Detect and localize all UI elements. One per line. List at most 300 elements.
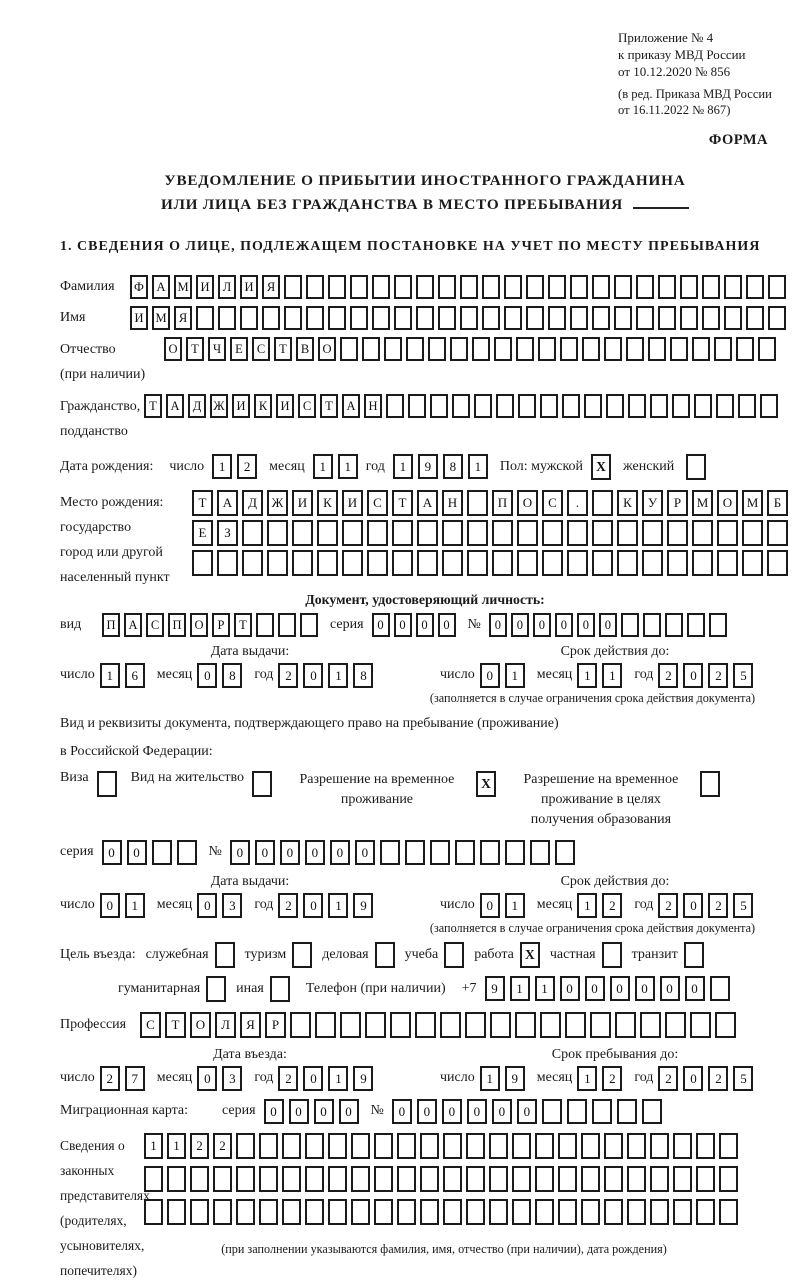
- char-cell[interactable]: 2: [658, 893, 678, 918]
- char-cell[interactable]: Е: [192, 520, 213, 546]
- char-cell[interactable]: 2: [278, 893, 298, 918]
- char-cell[interactable]: 0: [683, 663, 703, 688]
- char-cell[interactable]: [328, 306, 346, 330]
- char-cell[interactable]: [236, 1199, 255, 1225]
- char-cell[interactable]: [673, 1166, 692, 1192]
- char-cell[interactable]: А: [152, 275, 170, 299]
- char-cell[interactable]: [351, 1166, 370, 1192]
- char-cell[interactable]: П: [102, 613, 120, 637]
- char-cell[interactable]: П: [492, 490, 513, 516]
- entry-year-cells[interactable]: [278, 1066, 373, 1091]
- char-cell[interactable]: [420, 1133, 439, 1159]
- char-cell[interactable]: 2: [100, 1066, 120, 1091]
- char-cell[interactable]: [696, 1166, 715, 1192]
- char-cell[interactable]: [267, 550, 288, 576]
- char-cell[interactable]: [490, 1012, 511, 1038]
- char-cell[interactable]: 2: [278, 1066, 298, 1091]
- char-cell[interactable]: [760, 394, 778, 418]
- char-cell[interactable]: 0: [683, 1066, 703, 1091]
- char-cell[interactable]: 2: [602, 893, 622, 918]
- visa-checkbox[interactable]: [97, 771, 117, 797]
- char-cell[interactable]: [768, 306, 786, 330]
- char-cell[interactable]: [440, 1012, 461, 1038]
- char-cell[interactable]: [466, 1166, 485, 1192]
- char-cell[interactable]: [614, 275, 632, 299]
- doc-series-cells[interactable]: [372, 613, 456, 637]
- doc-valid-month-cells[interactable]: [577, 663, 622, 688]
- char-cell[interactable]: [526, 275, 544, 299]
- name-cells[interactable]: [130, 306, 786, 330]
- char-cell[interactable]: [292, 520, 313, 546]
- char-cell[interactable]: 1: [212, 454, 232, 479]
- char-cell[interactable]: [505, 840, 525, 865]
- char-cell[interactable]: [306, 306, 324, 330]
- char-cell[interactable]: [628, 394, 646, 418]
- char-cell[interactable]: [460, 275, 478, 299]
- char-cell[interactable]: [581, 1133, 600, 1159]
- char-cell[interactable]: [177, 840, 197, 865]
- char-cell[interactable]: Ж: [210, 394, 228, 418]
- char-cell[interactable]: [700, 771, 720, 797]
- char-cell[interactable]: [530, 840, 550, 865]
- entry-month-cells[interactable]: [197, 1066, 242, 1091]
- char-cell[interactable]: [367, 520, 388, 546]
- char-cell[interactable]: 0: [392, 1099, 412, 1124]
- char-cell[interactable]: [650, 1133, 669, 1159]
- guardians-cells-row1[interactable]: [144, 1133, 744, 1159]
- char-cell[interactable]: М: [692, 490, 713, 516]
- surname-cells[interactable]: [130, 275, 786, 299]
- char-cell[interactable]: 0: [577, 613, 595, 637]
- char-cell[interactable]: [658, 306, 676, 330]
- char-cell[interactable]: [213, 1199, 232, 1225]
- char-cell[interactable]: [535, 1133, 554, 1159]
- char-cell[interactable]: [282, 1166, 301, 1192]
- char-cell[interactable]: [417, 550, 438, 576]
- char-cell[interactable]: [362, 337, 380, 361]
- char-cell[interactable]: [328, 1166, 347, 1192]
- char-cell[interactable]: [617, 550, 638, 576]
- char-cell[interactable]: 0: [599, 613, 617, 637]
- char-cell[interactable]: А: [124, 613, 142, 637]
- char-cell[interactable]: [684, 942, 704, 968]
- char-cell[interactable]: [284, 306, 302, 330]
- char-cell[interactable]: [259, 1166, 278, 1192]
- char-cell[interactable]: [716, 394, 734, 418]
- char-cell[interactable]: 1: [393, 454, 413, 479]
- char-cell[interactable]: [690, 1012, 711, 1038]
- char-cell[interactable]: [512, 1133, 531, 1159]
- char-cell[interactable]: [517, 550, 538, 576]
- char-cell[interactable]: [489, 1133, 508, 1159]
- char-cell[interactable]: Т: [186, 337, 204, 361]
- char-cell[interactable]: [667, 520, 688, 546]
- char-cell[interactable]: С: [140, 1012, 161, 1038]
- char-cell[interactable]: [558, 1166, 577, 1192]
- char-cell[interactable]: [565, 1012, 586, 1038]
- char-cell[interactable]: [658, 275, 676, 299]
- char-cell[interactable]: 3: [222, 1066, 242, 1091]
- char-cell[interactable]: [416, 275, 434, 299]
- char-cell[interactable]: 5: [733, 663, 753, 688]
- char-cell[interactable]: С: [252, 337, 270, 361]
- purpose-other-checkbox[interactable]: [270, 976, 290, 1002]
- char-cell[interactable]: 9: [485, 976, 505, 1001]
- char-cell[interactable]: [218, 306, 236, 330]
- purpose-humanitarian-checkbox[interactable]: [206, 976, 226, 1002]
- char-cell[interactable]: И: [196, 275, 214, 299]
- char-cell[interactable]: Ж: [267, 490, 288, 516]
- char-cell[interactable]: И: [232, 394, 250, 418]
- char-cell[interactable]: [636, 306, 654, 330]
- char-cell[interactable]: [444, 942, 464, 968]
- char-cell[interactable]: [570, 306, 588, 330]
- char-cell[interactable]: 0: [635, 976, 655, 1001]
- char-cell[interactable]: [97, 771, 117, 797]
- char-cell[interactable]: X: [591, 454, 611, 480]
- char-cell[interactable]: 1: [505, 893, 525, 918]
- char-cell[interactable]: [406, 337, 424, 361]
- char-cell[interactable]: [758, 337, 776, 361]
- char-cell[interactable]: [709, 613, 727, 637]
- guardians-cells-row3[interactable]: [144, 1199, 744, 1225]
- char-cell[interactable]: [190, 1199, 209, 1225]
- char-cell[interactable]: [267, 520, 288, 546]
- char-cell[interactable]: [540, 394, 558, 418]
- char-cell[interactable]: [590, 1012, 611, 1038]
- char-cell[interactable]: [472, 337, 490, 361]
- char-cell[interactable]: [242, 550, 263, 576]
- char-cell[interactable]: Р: [667, 490, 688, 516]
- char-cell[interactable]: 0: [197, 1066, 217, 1091]
- char-cell[interactable]: [350, 306, 368, 330]
- char-cell[interactable]: [746, 275, 764, 299]
- char-cell[interactable]: [438, 275, 456, 299]
- char-cell[interactable]: [460, 306, 478, 330]
- birth-day-cells[interactable]: [212, 454, 257, 479]
- char-cell[interactable]: Т: [165, 1012, 186, 1038]
- char-cell[interactable]: [626, 337, 644, 361]
- char-cell[interactable]: [328, 275, 346, 299]
- char-cell[interactable]: 1: [167, 1133, 186, 1159]
- char-cell[interactable]: 0: [517, 1099, 537, 1124]
- char-cell[interactable]: [397, 1166, 416, 1192]
- char-cell[interactable]: [489, 1199, 508, 1225]
- char-cell[interactable]: [512, 1199, 531, 1225]
- char-cell[interactable]: 0: [480, 893, 500, 918]
- char-cell[interactable]: [673, 1199, 692, 1225]
- char-cell[interactable]: [717, 520, 738, 546]
- char-cell[interactable]: [592, 306, 610, 330]
- char-cell[interactable]: [562, 394, 580, 418]
- char-cell[interactable]: 0: [197, 893, 217, 918]
- char-cell[interactable]: 0: [102, 840, 122, 865]
- char-cell[interactable]: [305, 1199, 324, 1225]
- char-cell[interactable]: 9: [353, 893, 373, 918]
- char-cell[interactable]: [581, 1166, 600, 1192]
- char-cell[interactable]: [489, 1166, 508, 1192]
- char-cell[interactable]: [270, 976, 290, 1002]
- char-cell[interactable]: Т: [234, 613, 252, 637]
- char-cell[interactable]: [392, 520, 413, 546]
- char-cell[interactable]: К: [254, 394, 272, 418]
- char-cell[interactable]: [315, 1012, 336, 1038]
- char-cell[interactable]: 1: [510, 976, 530, 1001]
- char-cell[interactable]: 0: [339, 1099, 359, 1124]
- res-valid-day-cells[interactable]: [480, 893, 525, 918]
- char-cell[interactable]: [213, 1166, 232, 1192]
- char-cell[interactable]: [636, 275, 654, 299]
- char-cell[interactable]: [643, 613, 661, 637]
- char-cell[interactable]: [548, 306, 566, 330]
- char-cell[interactable]: [340, 337, 358, 361]
- char-cell[interactable]: [673, 1133, 692, 1159]
- char-cell[interactable]: [282, 1133, 301, 1159]
- char-cell[interactable]: 9: [505, 1066, 525, 1091]
- char-cell[interactable]: М: [174, 275, 192, 299]
- char-cell[interactable]: [466, 1199, 485, 1225]
- char-cell[interactable]: [438, 306, 456, 330]
- char-cell[interactable]: И: [130, 306, 148, 330]
- char-cell[interactable]: [719, 1199, 738, 1225]
- char-cell[interactable]: [152, 840, 172, 865]
- char-cell[interactable]: [380, 840, 400, 865]
- char-cell[interactable]: 0: [438, 613, 456, 637]
- char-cell[interactable]: 0: [255, 840, 275, 865]
- char-cell[interactable]: [606, 394, 624, 418]
- char-cell[interactable]: М: [742, 490, 763, 516]
- char-cell[interactable]: [584, 394, 602, 418]
- char-cell[interactable]: О: [517, 490, 538, 516]
- gender-female-checkbox[interactable]: [686, 454, 706, 480]
- char-cell[interactable]: [650, 394, 668, 418]
- char-cell[interactable]: 0: [610, 976, 630, 1001]
- char-cell[interactable]: [538, 337, 556, 361]
- char-cell[interactable]: И: [292, 490, 313, 516]
- char-cell[interactable]: [450, 337, 468, 361]
- res-issue-month-cells[interactable]: [197, 893, 242, 918]
- doc-issue-month-cells[interactable]: [197, 663, 242, 688]
- char-cell[interactable]: [417, 520, 438, 546]
- char-cell[interactable]: [504, 275, 522, 299]
- char-cell[interactable]: 2: [190, 1133, 209, 1159]
- char-cell[interactable]: [640, 1012, 661, 1038]
- char-cell[interactable]: [738, 394, 756, 418]
- char-cell[interactable]: 5: [733, 1066, 753, 1091]
- char-cell[interactable]: 0: [492, 1099, 512, 1124]
- char-cell[interactable]: [206, 976, 226, 1002]
- char-cell[interactable]: К: [617, 490, 638, 516]
- char-cell[interactable]: 0: [442, 1099, 462, 1124]
- doc-issue-day-cells[interactable]: [100, 663, 145, 688]
- char-cell[interactable]: 1: [100, 663, 120, 688]
- char-cell[interactable]: 1: [577, 893, 597, 918]
- char-cell[interactable]: 0: [100, 893, 120, 918]
- char-cell[interactable]: 0: [264, 1099, 284, 1124]
- char-cell[interactable]: [384, 337, 402, 361]
- char-cell[interactable]: [724, 306, 742, 330]
- char-cell[interactable]: [592, 1099, 612, 1124]
- char-cell[interactable]: Я: [262, 275, 280, 299]
- char-cell[interactable]: [284, 275, 302, 299]
- char-cell[interactable]: [328, 1199, 347, 1225]
- char-cell[interactable]: [442, 550, 463, 576]
- birthplace-cells-row1[interactable]: [192, 490, 788, 516]
- char-cell[interactable]: [719, 1133, 738, 1159]
- char-cell[interactable]: [259, 1133, 278, 1159]
- char-cell[interactable]: Н: [364, 394, 382, 418]
- char-cell[interactable]: 0: [511, 613, 529, 637]
- birthplace-cells-row2[interactable]: [192, 520, 788, 546]
- char-cell[interactable]: [504, 306, 522, 330]
- char-cell[interactable]: С: [542, 490, 563, 516]
- char-cell[interactable]: [305, 1166, 324, 1192]
- char-cell[interactable]: [217, 550, 238, 576]
- char-cell[interactable]: [710, 976, 730, 1001]
- purpose-official-checkbox[interactable]: [215, 942, 235, 968]
- char-cell[interactable]: [443, 1199, 462, 1225]
- char-cell[interactable]: [365, 1012, 386, 1038]
- char-cell[interactable]: [305, 1133, 324, 1159]
- char-cell[interactable]: [560, 337, 578, 361]
- char-cell[interactable]: [340, 1012, 361, 1038]
- char-cell[interactable]: [236, 1166, 255, 1192]
- char-cell[interactable]: [430, 840, 450, 865]
- char-cell[interactable]: [592, 490, 613, 516]
- char-cell[interactable]: [482, 275, 500, 299]
- char-cell[interactable]: [282, 1199, 301, 1225]
- char-cell[interactable]: 0: [417, 1099, 437, 1124]
- char-cell[interactable]: [374, 1199, 393, 1225]
- char-cell[interactable]: 0: [685, 976, 705, 1001]
- char-cell[interactable]: [443, 1133, 462, 1159]
- char-cell[interactable]: X: [520, 942, 540, 968]
- char-cell[interactable]: [665, 1012, 686, 1038]
- char-cell[interactable]: 2: [213, 1133, 232, 1159]
- char-cell[interactable]: 1: [505, 663, 525, 688]
- char-cell[interactable]: [515, 1012, 536, 1038]
- char-cell[interactable]: [614, 306, 632, 330]
- char-cell[interactable]: [767, 520, 788, 546]
- doc-type-cells[interactable]: [102, 613, 318, 637]
- phone-cells[interactable]: [485, 976, 730, 1001]
- char-cell[interactable]: [292, 942, 312, 968]
- char-cell[interactable]: [680, 306, 698, 330]
- char-cell[interactable]: [768, 275, 786, 299]
- char-cell[interactable]: [467, 550, 488, 576]
- char-cell[interactable]: 2: [237, 454, 257, 479]
- char-cell[interactable]: 1: [602, 663, 622, 688]
- char-cell[interactable]: [236, 1133, 255, 1159]
- stay-year-cells[interactable]: [658, 1066, 753, 1091]
- char-cell[interactable]: [535, 1199, 554, 1225]
- char-cell[interactable]: [196, 306, 214, 330]
- char-cell[interactable]: [390, 1012, 411, 1038]
- char-cell[interactable]: [692, 337, 710, 361]
- char-cell[interactable]: Л: [215, 1012, 236, 1038]
- purpose-private-checkbox[interactable]: [602, 942, 622, 968]
- char-cell[interactable]: [259, 1199, 278, 1225]
- char-cell[interactable]: [535, 1166, 554, 1192]
- char-cell[interactable]: [742, 550, 763, 576]
- char-cell[interactable]: 0: [372, 613, 390, 637]
- char-cell[interactable]: [604, 1166, 623, 1192]
- stay-month-cells[interactable]: [577, 1066, 622, 1091]
- char-cell[interactable]: 8: [443, 454, 463, 479]
- char-cell[interactable]: [692, 550, 713, 576]
- char-cell[interactable]: [367, 550, 388, 576]
- char-cell[interactable]: [615, 1012, 636, 1038]
- char-cell[interactable]: [480, 840, 500, 865]
- char-cell[interactable]: [190, 1166, 209, 1192]
- char-cell[interactable]: [555, 840, 575, 865]
- char-cell[interactable]: [592, 550, 613, 576]
- char-cell[interactable]: 1: [328, 1066, 348, 1091]
- char-cell[interactable]: [167, 1199, 186, 1225]
- char-cell[interactable]: П: [168, 613, 186, 637]
- char-cell[interactable]: [665, 613, 683, 637]
- char-cell[interactable]: М: [152, 306, 170, 330]
- char-cell[interactable]: X: [476, 771, 496, 797]
- char-cell[interactable]: К: [317, 490, 338, 516]
- char-cell[interactable]: 0: [683, 893, 703, 918]
- char-cell[interactable]: [667, 550, 688, 576]
- char-cell[interactable]: [420, 1199, 439, 1225]
- char-cell[interactable]: 0: [416, 613, 434, 637]
- char-cell[interactable]: 2: [602, 1066, 622, 1091]
- char-cell[interactable]: Б: [767, 490, 788, 516]
- char-cell[interactable]: С: [367, 490, 388, 516]
- char-cell[interactable]: [192, 550, 213, 576]
- char-cell[interactable]: 0: [585, 976, 605, 1001]
- char-cell[interactable]: 1: [577, 663, 597, 688]
- char-cell[interactable]: З: [217, 520, 238, 546]
- char-cell[interactable]: [767, 550, 788, 576]
- char-cell[interactable]: С: [146, 613, 164, 637]
- char-cell[interactable]: А: [417, 490, 438, 516]
- char-cell[interactable]: [397, 1133, 416, 1159]
- char-cell[interactable]: [242, 520, 263, 546]
- char-cell[interactable]: .: [567, 490, 588, 516]
- purpose-tourism-checkbox[interactable]: [292, 942, 312, 968]
- birthplace-cells-row3[interactable]: [192, 550, 788, 576]
- char-cell[interactable]: [372, 306, 390, 330]
- char-cell[interactable]: [375, 942, 395, 968]
- stay-day-cells[interactable]: [480, 1066, 525, 1091]
- char-cell[interactable]: 5: [733, 893, 753, 918]
- char-cell[interactable]: 0: [533, 613, 551, 637]
- char-cell[interactable]: [350, 275, 368, 299]
- char-cell[interactable]: 8: [353, 663, 373, 688]
- char-cell[interactable]: [496, 394, 514, 418]
- mig-series-cells[interactable]: [264, 1099, 359, 1124]
- char-cell[interactable]: [442, 520, 463, 546]
- char-cell[interactable]: О: [164, 337, 182, 361]
- res-issue-day-cells[interactable]: [100, 893, 145, 918]
- char-cell[interactable]: 2: [658, 663, 678, 688]
- char-cell[interactable]: 1: [144, 1133, 163, 1159]
- entry-day-cells[interactable]: [100, 1066, 145, 1091]
- char-cell[interactable]: [467, 490, 488, 516]
- char-cell[interactable]: А: [166, 394, 184, 418]
- char-cell[interactable]: [617, 1099, 637, 1124]
- char-cell[interactable]: О: [190, 613, 208, 637]
- res-issue-year-cells[interactable]: [278, 893, 373, 918]
- char-cell[interactable]: О: [190, 1012, 211, 1038]
- char-cell[interactable]: Т: [320, 394, 338, 418]
- char-cell[interactable]: 0: [480, 663, 500, 688]
- char-cell[interactable]: Я: [174, 306, 192, 330]
